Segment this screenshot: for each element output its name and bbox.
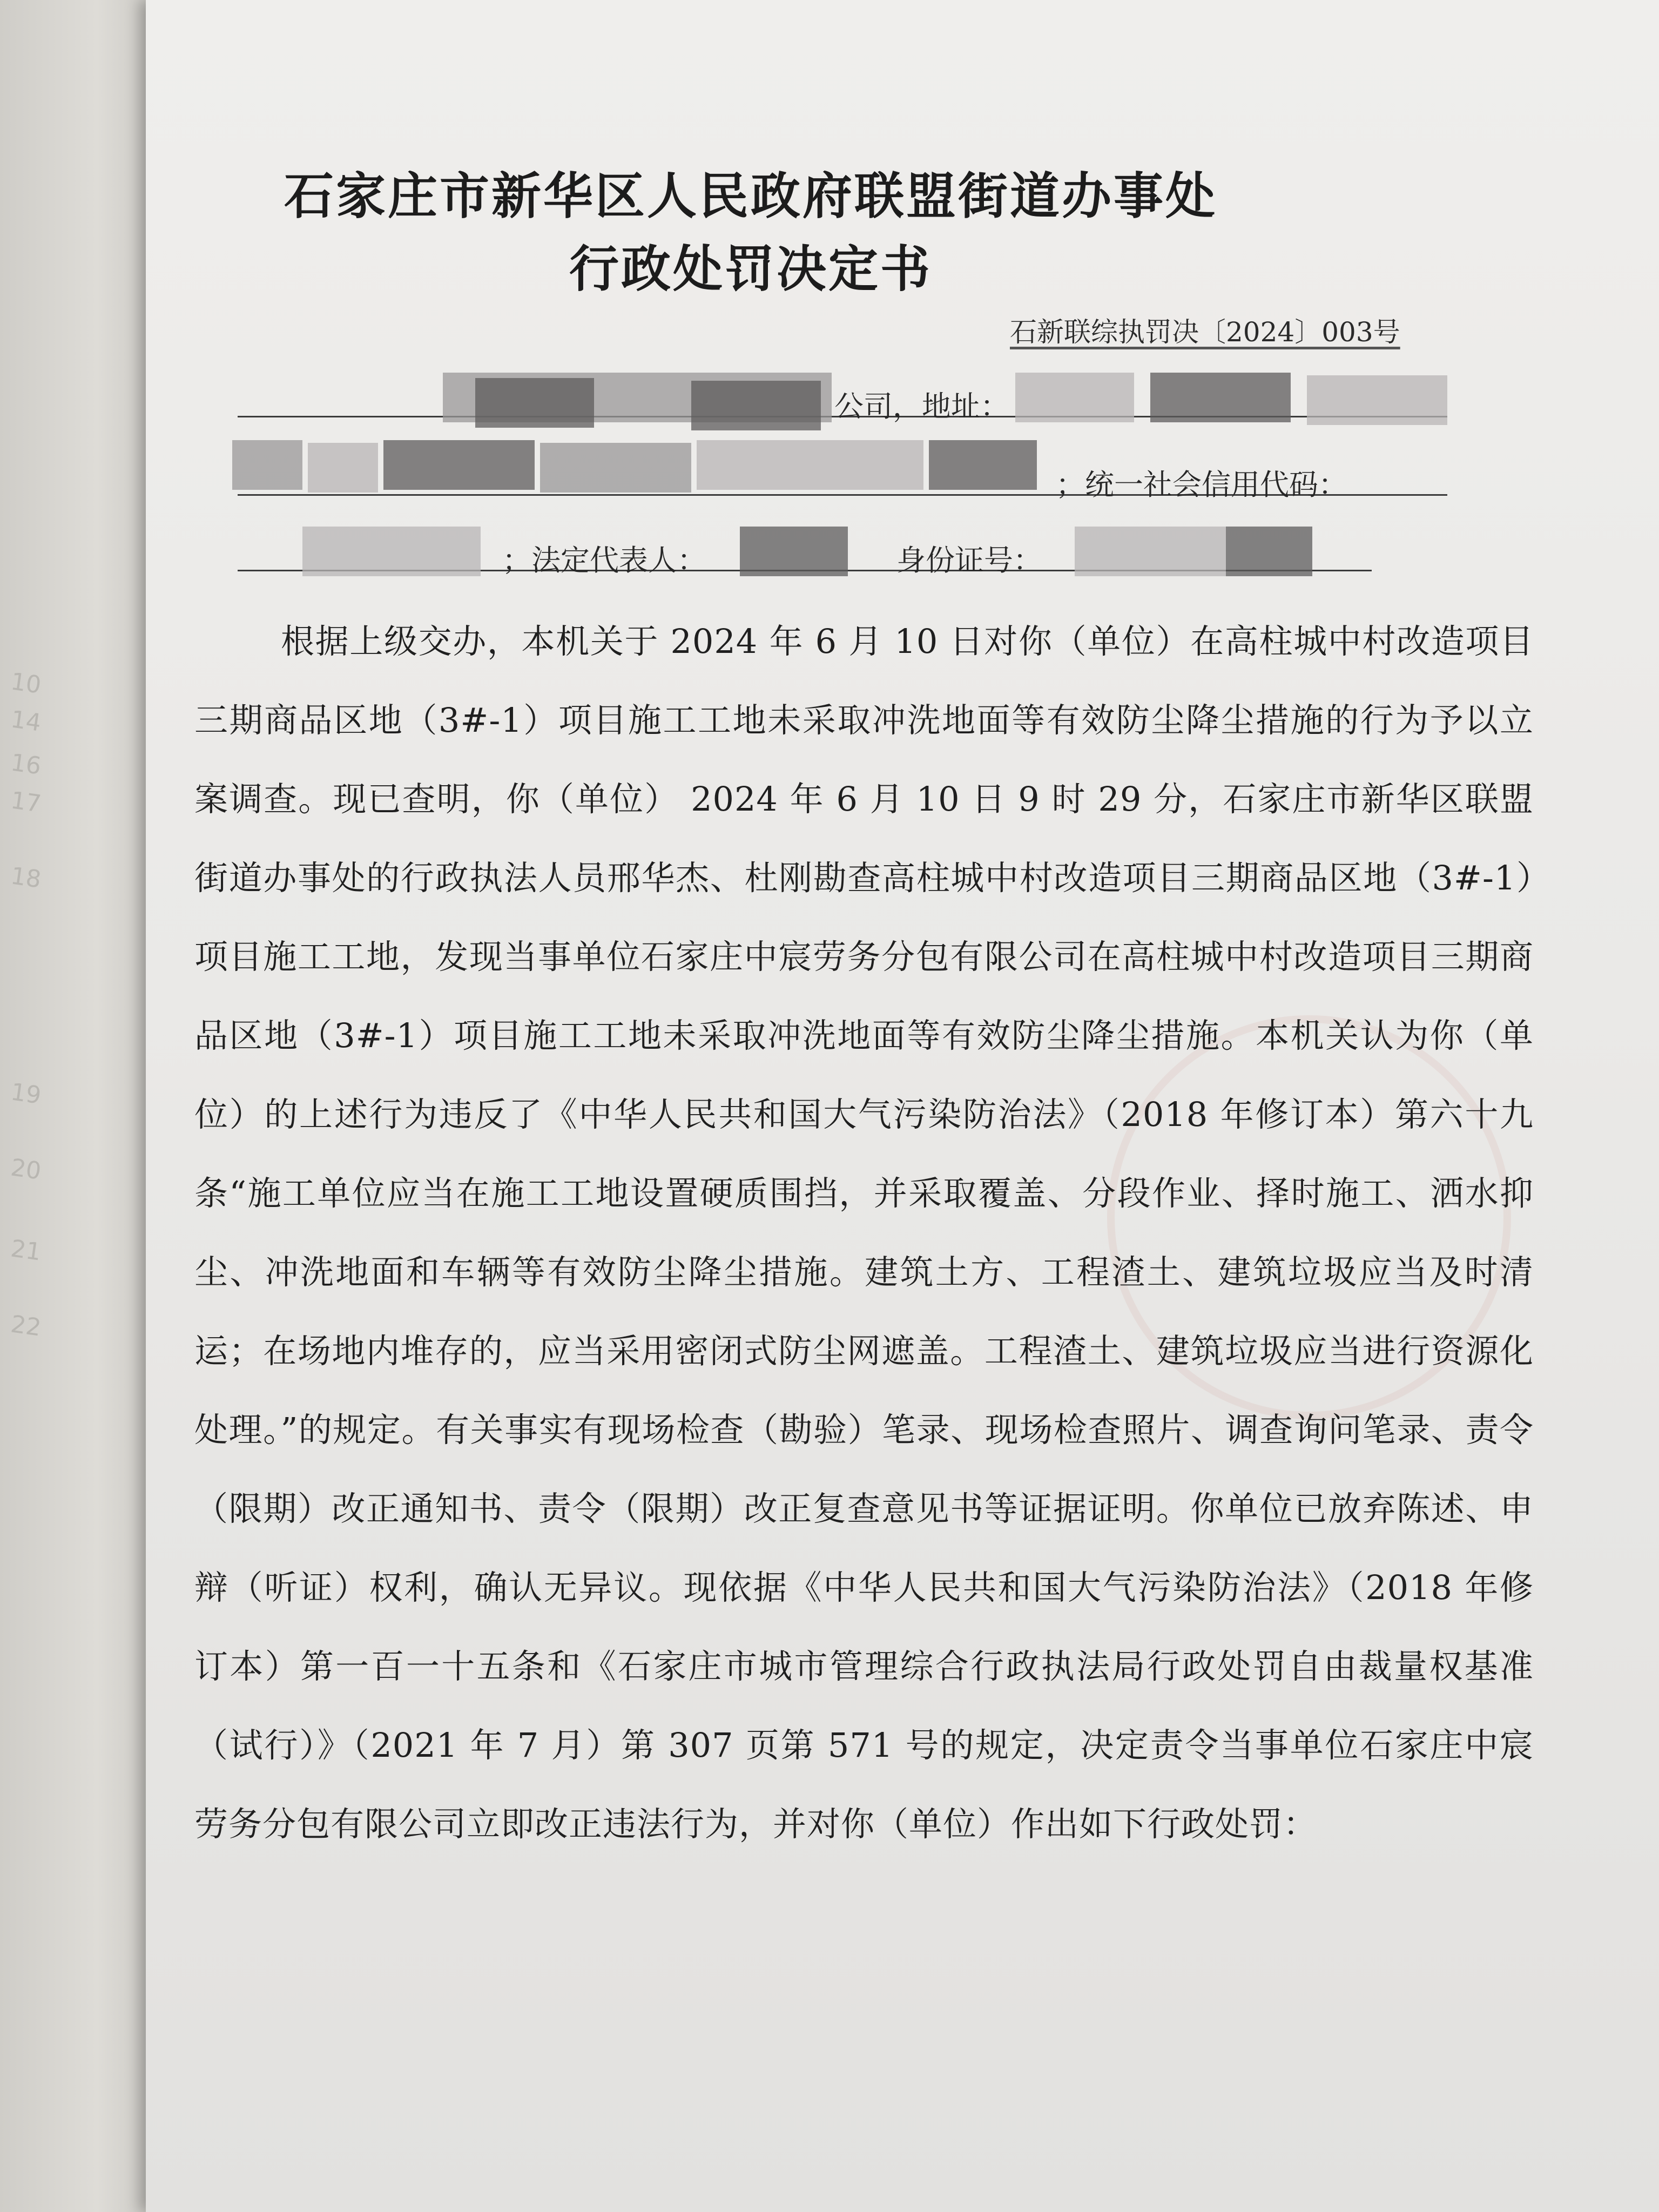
redaction-block: [383, 440, 535, 490]
redaction-block: [232, 440, 302, 490]
redaction-block: [691, 381, 821, 430]
document-title-line2: 行政处罚决定书: [569, 240, 932, 298]
decision-body-text: 根据上级交办，本机关于 2024 年 6 月 10 日对你（单位）在高柱城中村改造项目三期商品区地（3#-1）项目施工工地未采取冲洗地面等有效防尘降尘措施的行为予以立案调查。现已查明，你（单位） 2024 年 6 月 10 日 9 时 29 分，石家庄市新华区联盟街道办事处的行政执法人员邢华杰、杜刚勘查高柱城中村改造项目三期商品区地（3#-1）项目施工工地，发现当事单位石家庄中宸劳务分包有限公司在高柱城中村改造项目三期商品区地（3#-1）项目施工工地未采取冲洗地面等有效防尘降尘措施。本机关认为你（单位）的上述行为违反了《中华人民共和国大气污染防治法》（2018 年修订本）第六十九条“施工单位应当在施工工地设置硬质围挡，并采取覆盖、分段作业、择时施工、洒水抑尘、冲洗地面和车辆等有效防尘降尘措施。建筑土方、工程渣土、建筑垃圾应当及时清运；在场地内堆存的，应当采用密闭式防尘网遮盖。工程渣土、建筑垃圾应当进行资源化处理。”的规定。有关事实有现场检查（勘验）笔录、现场检查照片、调查询问笔录、责令（限期）改正通知书、责令（限期）改正复查意见书等证据证明。你单位已放弃陈述、申辩（听证）权利，确认无异议。现依据《中华人民共和国大气污染防治法》（2018 年修订本）第一百一十五条和《石家庄市城市管理综合行政执法局行政处罚自由裁量权基准（试行）》（2021 年 7 月）第 307 页第 571 号的规定，决定责令当事单位石家庄中宸劳务分包有限公司立即改正违法行为，并对你（单位）作出如下行政处罚：: [194, 622, 1534, 1844]
underlying-page-margin-numbers: [11, 0, 97, 2212]
margin-number: 18: [9, 862, 43, 894]
redaction-block: [1226, 527, 1312, 576]
company-address-label: 公司，地址：: [834, 389, 1009, 423]
document-title-line1: 石家庄市新华区人民政府联盟街道办事处: [284, 167, 1217, 225]
credit-code-label: ；统一社会信用代码：: [1056, 468, 1347, 502]
document-number: 石新联综执罚决〔2024〕003号: [1010, 316, 1400, 348]
margin-number: 10: [9, 667, 43, 699]
margin-number: 17: [9, 786, 43, 818]
margin-number: 19: [9, 1078, 43, 1110]
margin-number: 16: [9, 748, 43, 780]
margin-number: 20: [9, 1154, 43, 1185]
underlying-page: [0, 0, 162, 2212]
redaction-block: [1075, 527, 1226, 576]
margin-number: 21: [9, 1235, 43, 1266]
redaction-block: [540, 443, 691, 493]
margin-number: 22: [9, 1310, 43, 1342]
redaction-block: [1307, 375, 1447, 425]
redaction-block: [475, 378, 594, 428]
margin-number: 14: [9, 705, 43, 737]
redaction-block: [1015, 373, 1134, 422]
redaction-block: [302, 527, 481, 576]
legal-representative-label: ；法定代表人：: [502, 543, 706, 577]
redaction-block: [1150, 373, 1291, 422]
redaction-block: [740, 527, 848, 576]
redaction-block: [929, 440, 1037, 490]
id-number-label: 身份证号：: [896, 543, 1042, 577]
redaction-block: [697, 440, 923, 490]
redaction-block: [308, 443, 378, 493]
